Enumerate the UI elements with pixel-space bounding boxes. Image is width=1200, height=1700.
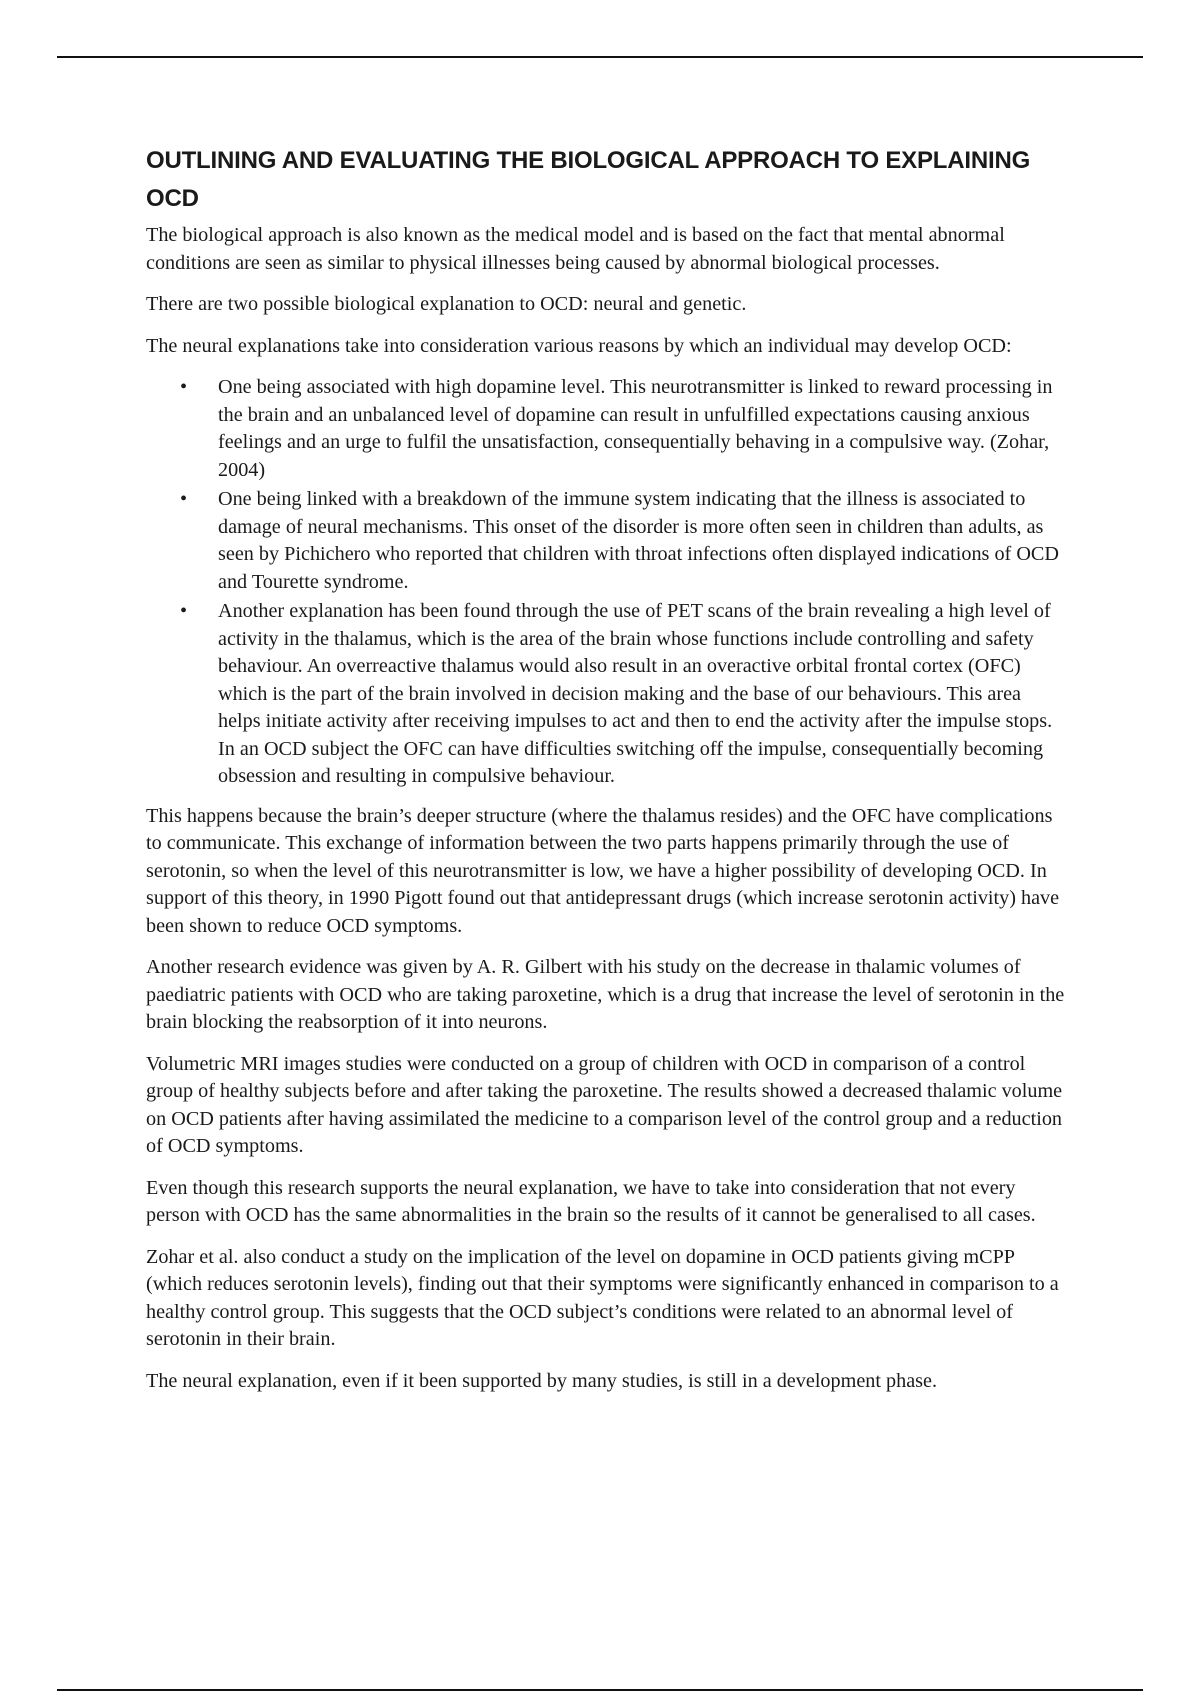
body-paragraph-4: Even though this research supports the neural explanation, we have to take into consideration that not every person with OCD has the same abnormalities in the brain so the results of it cannot be generalised to all cases. <box>146 1176 1036 1226</box>
neural-explanations-list <box>146 374 1066 791</box>
document-body <box>146 142 1066 1409</box>
list-item <box>146 374 1066 484</box>
intro-paragraph-3: The neural explanations take into consideration various reasons by which an individual may develop OCD: <box>146 334 1012 357</box>
list-item-text: One being associated with high dopamine level. This neurotransmitter is linked to reward processing in the brain and an unbalanced level of dopamine can result in unfulfilled expectations causing anxious feelings and an urge to fulfil the unsatisfaction, consequentially behaving in a compulsive way. (Zohar, 2004) <box>218 376 1053 481</box>
list-item <box>146 598 1066 791</box>
intro-paragraph-1: The biological approach is also known as the medical model and is based on the fact that mental abnormal conditions are seen as similar to physical illnesses being caused by abnormal biological processes. <box>146 224 1005 274</box>
bullet-icon: • <box>180 600 188 622</box>
top-rule <box>57 56 1143 58</box>
document-title: OUTLINING AND EVALUATING THE BIOLOGICAL APPROACH TO EXPLAINING OCD <box>146 147 1031 212</box>
bullet-icon: • <box>180 488 188 510</box>
list-item <box>146 486 1066 596</box>
list-item-text: Another explanation has been found through the use of PET scans of the brain revealing a high level of activity in the thalamus, which is the area of the brain whose functions include controlling and safety behaviour. An overreactive thalamus would also result in an overactive orbital frontal cortex (OFC) which is the part of the brain involved in decision making and the base of our behaviours. This area helps initiate activity after receiving impulses to act and then to end the activity after the impulse stops. In an OCD subject the OFC can have difficulties switching off the impulse, consequentially becoming obsession and resulting in compulsive behaviour. <box>218 600 1053 787</box>
bottom-rule <box>57 1689 1143 1691</box>
body-paragraph-3: Volumetric MRI images studies were conducted on a group of children with OCD in comparison of a control group of healthy subjects before and after taking the paroxetine. The results showed a decreased thalamic volume on OCD patients after having assimilated the medicine to a comparison level of the control group and a reduction of OCD symptoms. <box>146 1052 1063 1157</box>
body-paragraph-2: Another research evidence was given by A. R. Gilbert with his study on the decrease in thalamic volumes of paediatric patients with OCD who are taking paroxetine, which is a drug that increase the level of serotonin in the brain blocking the reabsorption of it into neurons. <box>146 956 1065 1033</box>
body-paragraph-6: The neural explanation, even if it been supported by many studies, is still in a development phase. <box>146 1369 938 1392</box>
intro-paragraph-2: There are two possible biological explanation to OCD: neural and genetic. <box>146 293 747 315</box>
list-item-text: One being linked with a breakdown of the immune system indicating that the illness is associated to damage of neural mechanisms. This onset of the disorder is more often seen in children than adults, as seen by Pichichero who reported that children with throat infections often displayed indications of OCD and Tourette syndrome. <box>218 488 1059 593</box>
body-paragraph-1: This happens because the brain’s deeper structure (where the thalamus resides) and the OFC have complications to communicate. This exchange of information between the two parts happens primarily through the use of serotonin, so when the level of this neurotransmitter is low, we have a higher possibility of developing OCD. In support of this theory, in 1990 Pigott found out that antidepressant drugs (which increase serotonin activity) have been shown to reduce OCD symptoms. <box>146 804 1060 937</box>
bullet-icon: • <box>180 376 188 398</box>
body-paragraph-5: Zohar et al. also conduct a study on the implication of the level on dopamine in OCD patients giving mCPP (which reduces serotonin levels), finding out that their symptoms were significantly enhanced in comparison to a healthy control group. This suggests that the OCD subject’s conditions were related to an abnormal level of serotonin in their brain. <box>146 1245 1059 1350</box>
